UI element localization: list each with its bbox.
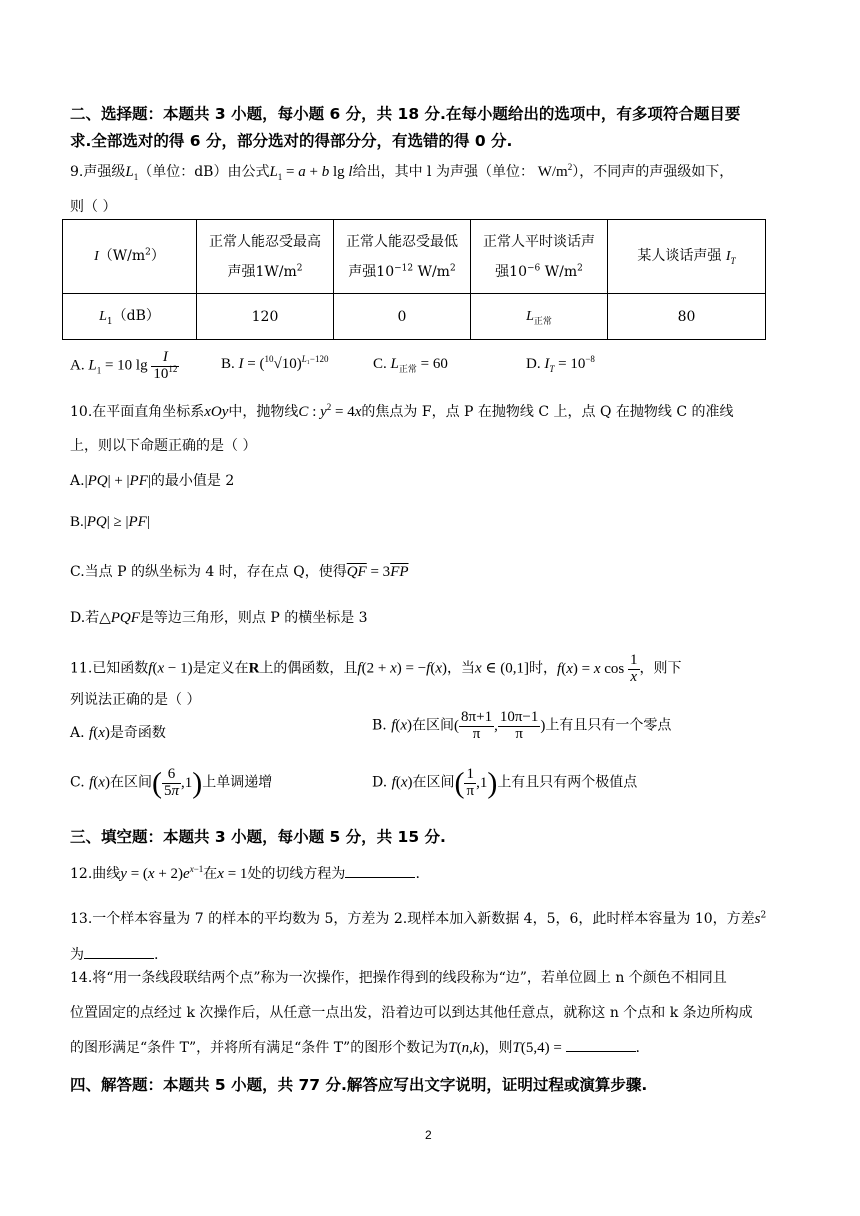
q9-table — [62, 219, 766, 340]
q9-option-d: D. $I_T = 10^{-8}$ — [526, 354, 595, 374]
table-cell-80: 80 — [608, 294, 766, 340]
table-cell-0: 0 — [334, 294, 471, 340]
q11-option-b: B. f(x)在区间( $\frac{8\pi+1}{\pi}$ , $\frac{10\pi-1}{\pi}$ )上有且只有一个零点 — [372, 709, 672, 742]
q14-answer-blank[interactable] — [566, 1038, 636, 1052]
q9-option-a: A. $L_1 = 10$ lg $\frac{I}{10^{12}}$ — [70, 349, 178, 382]
q11-option-c: C. f(x)在区间( $\frac{6}{5\pi}$ ,1)上单调递增 — [70, 766, 273, 800]
page-number: 2 — [425, 1128, 432, 1142]
q13-line1: 13.一个样本容量为 7 的样本的平均数为 5，方差为 2.现样本加入新数据 4，5，6，此时样本容量为 10，方差$s^2$ — [70, 910, 767, 927]
q11-option-a: A. f(x)是奇函数 — [70, 725, 166, 741]
q12-answer-blank[interactable] — [345, 864, 415, 878]
table-header-person: 某人谈话声强 $I_T$ — [608, 220, 766, 294]
q10-option-c: C.当点 P 的纵坐标为 4 时，存在点 Q，使得$\overline{QF} = 3\overline{FP}$ — [70, 564, 409, 580]
q10-line1: 10.在平面直角坐标系xOy中，抛物线C : $y^2 = 4x$的焦点为 F，点 P 在抛物线 C 上，点 Q 在抛物线 C 的准线 — [70, 402, 734, 420]
table-cell-120: 120 — [197, 294, 334, 340]
q11-option-d: D. f(x)在区间( $\frac{1}{\pi}$ ,1)上有且只有两个极值点 — [372, 766, 638, 800]
q10-line2: 上，则以下命题正确的是（ ） — [70, 438, 257, 454]
q11-line2: 列说法正确的是（ ） — [70, 692, 201, 708]
q14-line1: 14.将“用一条线段联结两个点”称为一次操作，把操作得到的线段称为“边”，若单位圆上 n 个颜色不相同且 — [70, 970, 727, 986]
q9-option-b: B. $I = (^{10}√10)^{L_1-120}$ — [221, 354, 329, 372]
q9-stem-end: 则（ ） — [70, 199, 117, 215]
table-cell-normal: $L_{正常}$ — [471, 294, 608, 340]
table-header-max: 正常人能忍受最高 声强$1W/m^2$ — [197, 220, 334, 294]
q13-line2: 为 . — [70, 947, 159, 963]
q14-line2: 位置固定的点经过 k 次操作后，从任意一点出发，沿着边可以到达其他任意点，就称这 n 个点和 k 条边所构成 — [70, 1005, 753, 1021]
q11-line1: 11.已知函数f(x − 1)是定义在R上的偶函数，且f(2 + x) = −f(x)，当x ∈ (0,1]时，f(x) = x cos $\frac{1}{x}$ ，则下 — [70, 652, 682, 685]
section2-line2: 求.全部选对的得 6 分，部分选对的得部分分，有选错的得 0 分. — [70, 132, 513, 150]
table-header-min: 正常人能忍受最低 声强$10^{-12}$ $W/m^2$ — [334, 220, 471, 294]
q10-option-b: B.|PQ| ≥ |PF| — [70, 514, 150, 530]
q12: 12.曲线$y = (x + 2)e^{x-1}$在x = 1处的切线方程为 . — [70, 864, 420, 882]
section4-title: 四、解答题：本题共 5 小题，共 77 分.解答应写出文字说明，证明过程或演算步骤. — [70, 1076, 648, 1094]
q9-option-c: C. $L_{正常} = 60$ — [373, 356, 448, 374]
q9-stem: 9.声强级$L_1$（单位：dB）由公式$L_1 = a + b$ lg l给出，其中 l 为声强（单位： $W/m^2$），不同声的声强级如下， — [70, 162, 734, 182]
table-header-talk: 正常人平时谈话声 强$10^{-6}$ $W/m^2$ — [471, 220, 608, 294]
q10-option-a: A.|PQ| + |PF|的最小值是 2 — [70, 473, 235, 489]
table-cell-level-label: $L_1(dB)$ — [63, 294, 197, 340]
section2-line1: 二、选择题：本题共 3 小题，每小题 6 分，共 18 分.在每小题给出的选项中，有多项符合题目要 — [70, 105, 741, 123]
q13-answer-blank[interactable] — [84, 945, 154, 959]
table-header-intensity: $I(W/m^2)$ — [63, 220, 197, 294]
q14-line3: 的图形满足“条件 T”，并将所有满足“条件 T”的图形个数记为T(n,k)，则T(5,4) = . — [70, 1040, 640, 1056]
q10-option-d: D.若△PQF是等边三角形，则点 P 的横坐标是 3 — [70, 610, 368, 626]
section3-title: 三、填空题：本题共 3 小题，每小题 5 分，共 15 分. — [70, 828, 446, 846]
